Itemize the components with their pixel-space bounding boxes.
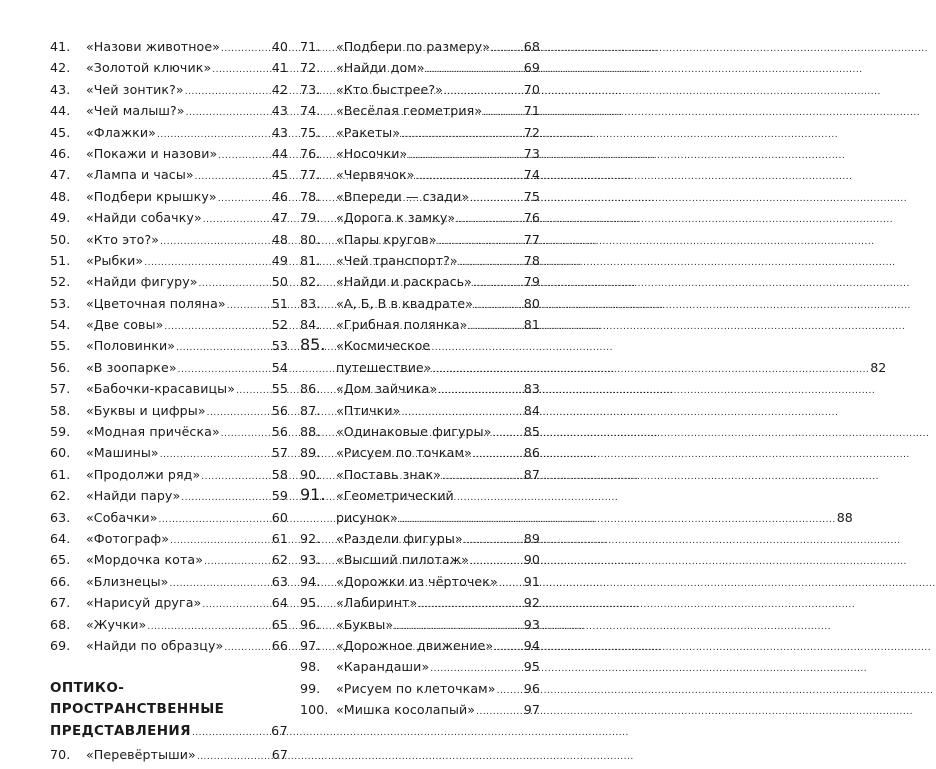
- dot-leader: [192, 723, 270, 744]
- entry-title: «Одинаковые фигуры»: [336, 424, 492, 440]
- entry-title: «Найди дом»: [336, 60, 425, 76]
- entry-page-number: 53: [271, 338, 288, 354]
- toc-entry[interactable]: [50, 250, 288, 271]
- entry-number: 100.: [300, 702, 329, 718]
- dot-leader: [470, 189, 523, 210]
- entry-number: 55.: [50, 338, 71, 354]
- dot-leader: [492, 424, 522, 445]
- toc-entry[interactable]: [50, 207, 288, 228]
- entry-title: «Модная причёска»: [86, 424, 220, 440]
- dot-leader: [201, 467, 271, 488]
- toc-entry[interactable]: [50, 549, 288, 570]
- entry-number: 93.: [300, 552, 321, 568]
- toc-entry[interactable]: [50, 528, 288, 549]
- toc-entry[interactable]: [300, 79, 540, 100]
- toc-entry[interactable]: [300, 271, 540, 292]
- dot-leader: [221, 39, 271, 60]
- entry-title: «Две совы»: [86, 317, 164, 333]
- dot-leader: [491, 39, 523, 60]
- toc-entry[interactable]: [50, 442, 288, 463]
- entry-title: «Дорога к замку»: [336, 210, 456, 226]
- toc-entry[interactable]: [50, 464, 288, 485]
- dot-leader: [499, 574, 523, 595]
- dot-leader: [401, 125, 523, 146]
- toc-entry[interactable]: [50, 400, 288, 421]
- entry-page-number: 88: [836, 509, 853, 525]
- entry-page-number: 76: [523, 210, 540, 226]
- dot-leader: [221, 424, 271, 445]
- dot-leader: [218, 189, 271, 210]
- toc-entry[interactable]: [300, 656, 540, 677]
- entry-number: 89.: [300, 445, 321, 461]
- entry-number: 81.: [300, 252, 321, 268]
- dot-leader: [160, 232, 271, 253]
- toc-entry[interactable]: [50, 100, 288, 121]
- entry-page-number: 94: [523, 637, 540, 653]
- entry-title: «Цветочная поляна»: [86, 295, 226, 311]
- entry-number: 99.: [300, 680, 321, 696]
- toc-entry[interactable]: [300, 400, 540, 421]
- entry-number: 64.: [50, 530, 71, 546]
- entry-number: 92.: [300, 530, 321, 546]
- entry-number: 86.: [300, 381, 321, 397]
- toc-entry[interactable]: [300, 122, 540, 143]
- entry-number: 42.: [50, 60, 71, 76]
- entry-title: «Найди и раскрась»: [336, 274, 472, 290]
- toc-entry[interactable]: [300, 57, 540, 78]
- entry-number: 91.: [300, 485, 326, 505]
- entry-number: 54.: [50, 317, 71, 333]
- toc-entry[interactable]: [300, 614, 540, 635]
- toc-list-left: [50, 36, 288, 656]
- entry-title: «Кто быстрее?»: [336, 81, 443, 97]
- entry-page-number: 49: [271, 252, 288, 268]
- toc-right-column: [300, 36, 887, 721]
- entry-number: 84.: [300, 317, 321, 333]
- entry-page-number: 87: [523, 466, 540, 482]
- entry-title: «Лампа и часы»: [86, 167, 194, 183]
- dot-leader: [159, 510, 271, 531]
- entry-page-number: 66: [271, 637, 288, 653]
- toc-entry[interactable]: [300, 528, 540, 549]
- entry-page-number: 90: [523, 552, 540, 568]
- entry-title: «Перевёртыши»: [86, 747, 196, 763]
- entry-page-number: 82: [870, 359, 887, 375]
- entry-number: 74.: [300, 103, 321, 119]
- toc-section: [50, 678, 288, 765]
- entry-number: 47.: [50, 167, 71, 183]
- entry-number: 83.: [300, 295, 321, 311]
- entry-number: 72.: [300, 60, 321, 76]
- entry-page-number: 79: [523, 274, 540, 290]
- dot-leader: [185, 82, 271, 103]
- entry-title: «Назови животное»: [86, 39, 220, 54]
- section-heading-line-2: ПРОСТРАНСТВЕННЫЕ: [50, 701, 225, 718]
- entry-number: 49.: [50, 210, 71, 226]
- entry-title-line-2: путешествие»: [336, 359, 432, 375]
- entry-title: «Дорожное движение»: [336, 637, 494, 653]
- entry-number: 66.: [50, 573, 71, 589]
- entry-page-number: 92: [523, 595, 540, 611]
- entry-title: «Карандаши»: [336, 659, 430, 675]
- toc-entry[interactable]: [50, 744, 288, 765]
- entry-number: 48.: [50, 188, 71, 204]
- entry-title: «Найди фигуру»: [86, 274, 198, 290]
- entry-page-number: 74: [523, 167, 540, 183]
- entry-title: «Чей зонтик?»: [86, 81, 184, 97]
- toc-entry[interactable]: [300, 549, 540, 570]
- entry-number: 63.: [50, 509, 71, 525]
- entry-title: «Раздели фигуры»: [336, 530, 463, 546]
- dot-leader: [432, 360, 869, 381]
- entry-page-number: 80: [523, 295, 540, 311]
- entry-title: «Близнецы»: [86, 573, 169, 589]
- toc-entry[interactable]: [300, 592, 540, 613]
- entry-number: 95.: [300, 595, 321, 611]
- dot-leader: [464, 531, 523, 552]
- entry-number: 96.: [300, 616, 321, 632]
- toc-entry[interactable]: [50, 357, 288, 378]
- dot-leader: [236, 381, 271, 402]
- entry-title: «Рисуем по точкам»: [336, 445, 472, 461]
- entry-page-number: 41: [271, 60, 288, 76]
- entry-page-number: 44: [271, 145, 288, 161]
- entry-title: «Птички»: [336, 402, 401, 418]
- toc-entry[interactable]: [50, 378, 288, 399]
- entry-title: «Поставь знак»: [336, 466, 442, 482]
- entry-number: 88.: [300, 424, 321, 440]
- toc-list-right-a: [300, 36, 540, 335]
- dot-leader: [164, 317, 270, 338]
- entry-page-number: 95: [523, 659, 540, 675]
- entry-title: «Рисуем по клеточкам»: [336, 680, 496, 696]
- entry-title: «Найди пару»: [86, 488, 181, 504]
- entry-page-number: 58: [271, 466, 288, 482]
- entry-number: 60.: [50, 445, 71, 461]
- entry-number: 90.: [300, 466, 321, 482]
- dot-leader: [474, 296, 523, 317]
- dot-leader: [181, 488, 270, 509]
- entry-page-number: 52: [271, 317, 288, 333]
- entry-page-number: 97: [523, 702, 540, 718]
- entry-page-number: 91: [523, 573, 540, 589]
- entry-title: «Буквы и цифры»: [86, 402, 206, 418]
- toc-entry[interactable]: [50, 421, 288, 442]
- dot-leader: [418, 595, 522, 616]
- entry-title: «Грибная полянка»: [336, 317, 468, 333]
- entry-page-number: 65: [271, 616, 288, 632]
- entry-title: «А, Б, В в квадрате»: [336, 295, 473, 311]
- entry-title: «Лабиринт»: [336, 595, 418, 611]
- toc-entry[interactable]: [300, 699, 540, 720]
- toc-list-section: [50, 744, 288, 765]
- entry-number: 51.: [50, 252, 71, 268]
- entry-number: 73.: [300, 81, 321, 97]
- entry-title: «Чей малыш?»: [86, 103, 185, 119]
- entry-page-number: 60: [271, 509, 288, 525]
- entry-title: «Кто это?»: [86, 231, 160, 247]
- dot-leader: [203, 210, 271, 231]
- entry-page-number: 63: [271, 573, 288, 589]
- dot-leader: [197, 747, 271, 768]
- toc-entry[interactable]: [50, 335, 288, 356]
- entry-number: 56.: [50, 359, 71, 375]
- entry-number: 44.: [50, 103, 71, 119]
- entry-page-number: 56: [271, 424, 288, 440]
- entry-number: 52.: [50, 274, 71, 290]
- entry-number: 78.: [300, 188, 321, 204]
- entry-title: «Машины»: [86, 445, 159, 461]
- entry-number: 70.: [50, 747, 71, 763]
- entry-title: «Фотограф»: [86, 530, 170, 546]
- dot-leader: [212, 60, 271, 81]
- entry-page-number: 68: [523, 39, 540, 54]
- entry-page-number: 50: [271, 274, 288, 290]
- toc-entry[interactable]: [300, 314, 540, 335]
- dot-leader: [483, 103, 523, 124]
- entry-title-line-1: «Космическое: [336, 338, 431, 354]
- dot-leader: [202, 595, 270, 616]
- entry-page-number: 62: [271, 552, 288, 568]
- dot-leader: [497, 681, 523, 702]
- entry-title: «Рыбки»: [86, 252, 144, 268]
- entry-number: 46.: [50, 145, 71, 161]
- dot-leader: [438, 381, 522, 402]
- toc-entry[interactable]: [300, 485, 853, 528]
- toc-entry[interactable]: [300, 229, 540, 250]
- entry-page-number: 93: [523, 616, 540, 632]
- entry-number: 59.: [50, 424, 71, 440]
- entry-number: 69.: [50, 637, 71, 653]
- entry-title: «Найди по образцу»: [86, 637, 224, 653]
- entry-number: 97.: [300, 637, 321, 653]
- toc-entry[interactable]: [50, 57, 288, 78]
- toc-entry[interactable]: [50, 614, 288, 635]
- entry-page-number: 56: [271, 402, 288, 418]
- entry-page-number: 48: [271, 231, 288, 247]
- entry-number: 58.: [50, 402, 71, 418]
- entry-page-number: 54: [271, 359, 288, 375]
- entry-number: 45.: [50, 124, 71, 140]
- section-heading-line-1: ОПТИКО-: [50, 680, 125, 697]
- entry-page-number: 78: [523, 252, 540, 268]
- entry-title: «Мордочка кота»: [86, 552, 204, 568]
- toc-entry[interactable]: [50, 485, 288, 506]
- dot-leader: [224, 638, 270, 659]
- toc-entry[interactable]: [50, 293, 288, 314]
- dot-leader: [204, 552, 271, 573]
- entry-number: 85.: [300, 335, 326, 355]
- entry-page-number: 47: [271, 210, 288, 226]
- toc-entry[interactable]: [50, 36, 288, 57]
- entry-page-number: 71: [523, 103, 540, 119]
- toc-entry[interactable]: [50, 186, 288, 207]
- entry-title: «Найди собачку»: [86, 210, 202, 226]
- entry-page-number: 89: [523, 530, 540, 546]
- toc-entry[interactable]: [300, 571, 540, 592]
- entry-page-number: 73: [523, 145, 540, 161]
- toc-entry[interactable]: [300, 635, 540, 656]
- entry-number: 71.: [300, 39, 321, 54]
- toc-entry[interactable]: [300, 421, 540, 442]
- toc-entry[interactable]: [300, 464, 540, 485]
- entry-number: 50.: [50, 231, 71, 247]
- entry-title: «Червячок»: [336, 167, 415, 183]
- dot-leader: [473, 274, 523, 295]
- entry-page-number: 85: [523, 424, 540, 440]
- dot-leader: [227, 296, 271, 317]
- toc-entry[interactable]: [50, 143, 288, 164]
- entry-number: 65.: [50, 552, 71, 568]
- entry-page-number: 84: [523, 402, 540, 418]
- entry-number: 62.: [50, 488, 71, 504]
- toc-entry[interactable]: [50, 635, 288, 656]
- entry-number: 57.: [50, 381, 71, 397]
- entry-page-number: 75: [523, 188, 540, 204]
- toc-list-right-c: [300, 528, 540, 721]
- toc-entry[interactable]: [50, 314, 288, 335]
- toc-entry[interactable]: [50, 271, 288, 292]
- toc-entry[interactable]: [300, 36, 540, 57]
- entry-number: 98.: [300, 659, 321, 675]
- entry-page-number: 43: [271, 124, 288, 140]
- section-page-number: 67: [271, 723, 288, 739]
- entry-number: 75.: [300, 124, 321, 140]
- entry-number: 77.: [300, 167, 321, 183]
- entry-number: 61.: [50, 466, 71, 482]
- toc-entry[interactable]: [50, 229, 288, 250]
- toc-entry[interactable]: [300, 378, 540, 399]
- entry-title: «Впереди — сзади»: [336, 188, 470, 204]
- entry-page-number: 77: [523, 231, 540, 247]
- dot-leader: [494, 638, 523, 659]
- entry-page-number: 70: [523, 81, 540, 97]
- entry-page-number: 83: [523, 381, 540, 397]
- toc-left-column: [50, 36, 288, 766]
- entry-number: 76.: [300, 145, 321, 161]
- entry-title: «В зоопарке»: [86, 359, 177, 375]
- entry-number: 67.: [50, 595, 71, 611]
- entry-number: 53.: [50, 295, 71, 311]
- entry-title: «Носочки»: [336, 145, 408, 161]
- entry-number: 43.: [50, 81, 71, 97]
- toc-entry[interactable]: [50, 79, 288, 100]
- entry-page-number: 45: [271, 167, 288, 183]
- entry-page-number: 55: [271, 381, 288, 397]
- entry-title: «Пары кругов»: [336, 231, 437, 247]
- entry-title: «Продолжи ряд»: [86, 466, 201, 482]
- entry-number: 68.: [50, 616, 71, 632]
- entry-page-number: 72: [523, 124, 540, 140]
- toc-entry[interactable]: [300, 442, 540, 463]
- toc-entry[interactable]: [50, 122, 288, 143]
- dot-leader: [473, 445, 523, 466]
- entry-page-number: 81: [523, 317, 540, 333]
- entry-title: «Дом зайчика»: [336, 381, 438, 397]
- entry-number: 87.: [300, 402, 321, 418]
- entry-title: «Нарисуй друга»: [86, 595, 202, 611]
- dot-leader: [399, 510, 836, 531]
- entry-title: «Весёлая геометрия»: [336, 103, 483, 119]
- entry-title: «Золотой ключик»: [86, 60, 212, 76]
- entry-number: 79.: [300, 210, 321, 226]
- entry-title: «Собачки»: [86, 509, 158, 525]
- toc-entry[interactable]: [300, 100, 540, 121]
- entry-page-number: 96: [523, 680, 540, 696]
- entry-title: «Мишка косолапый»: [336, 702, 476, 718]
- entry-title-line-1: «Геометрический: [336, 488, 454, 504]
- dot-leader: [218, 146, 270, 167]
- entry-title: «Покажи и назови»: [86, 145, 218, 161]
- entry-title-line-2: рисунок»: [336, 509, 398, 525]
- entry-title: «Высший пилотаж»: [336, 552, 469, 568]
- entry-title: «Буквы»: [336, 616, 394, 632]
- entry-title: «Ракеты»: [336, 124, 401, 140]
- toc-entry[interactable]: [50, 571, 288, 592]
- toc-entry[interactable]: [300, 293, 540, 314]
- entry-page-number: 51: [271, 295, 288, 311]
- dot-leader: [456, 210, 523, 231]
- toc-entry[interactable]: [300, 678, 540, 699]
- toc-entry[interactable]: [50, 164, 288, 185]
- dot-leader: [408, 146, 522, 167]
- toc-entry[interactable]: [300, 164, 540, 185]
- dot-leader: [476, 702, 523, 723]
- entry-page-number: 57: [271, 445, 288, 461]
- entry-title: «Жучки»: [86, 616, 147, 632]
- entry-title: «Подбери по размеру»: [336, 39, 491, 54]
- entry-page-number: 61: [271, 530, 288, 546]
- entry-page-number: 86: [523, 445, 540, 461]
- entry-number: 82.: [300, 274, 321, 290]
- section-heading-line-3: [50, 720, 288, 744]
- dot-leader: [176, 338, 271, 359]
- toc-entry[interactable]: [300, 335, 887, 378]
- entry-number: 41.: [50, 39, 71, 54]
- toc-entry[interactable]: [50, 592, 288, 613]
- entry-page-number: 42: [271, 81, 288, 97]
- entry-page-number: 46: [271, 188, 288, 204]
- entry-page-number: 67: [271, 747, 288, 763]
- entry-title: «Чей транспорт?»: [336, 252, 458, 268]
- entry-title: «Половинки»: [86, 338, 176, 354]
- toc-entry[interactable]: [300, 143, 540, 164]
- entry-number: 94.: [300, 573, 321, 589]
- section-title: ПРЕДСТАВЛЕНИЯ: [50, 723, 191, 740]
- toc-list-right-b: [300, 378, 540, 485]
- entry-title: «Дорожки из чёрточек»: [336, 573, 498, 589]
- entry-page-number: 43: [271, 103, 288, 119]
- entry-title: «Подбери крышку»: [86, 188, 217, 204]
- entry-page-number: 64: [271, 595, 288, 611]
- entry-number: 80.: [300, 231, 321, 247]
- dot-leader: [186, 103, 271, 124]
- toc-entry[interactable]: [300, 207, 540, 228]
- toc-entry[interactable]: [300, 186, 540, 207]
- entry-page-number: 40: [271, 39, 288, 54]
- entry-title: «Бабочки-красавицы»: [86, 381, 235, 397]
- toc-entry[interactable]: [300, 250, 540, 271]
- entry-page-number: 59: [271, 488, 288, 504]
- toc-entry[interactable]: [50, 507, 288, 528]
- entry-page-number: 69: [523, 60, 540, 76]
- entry-title: «Флажки»: [86, 124, 156, 140]
